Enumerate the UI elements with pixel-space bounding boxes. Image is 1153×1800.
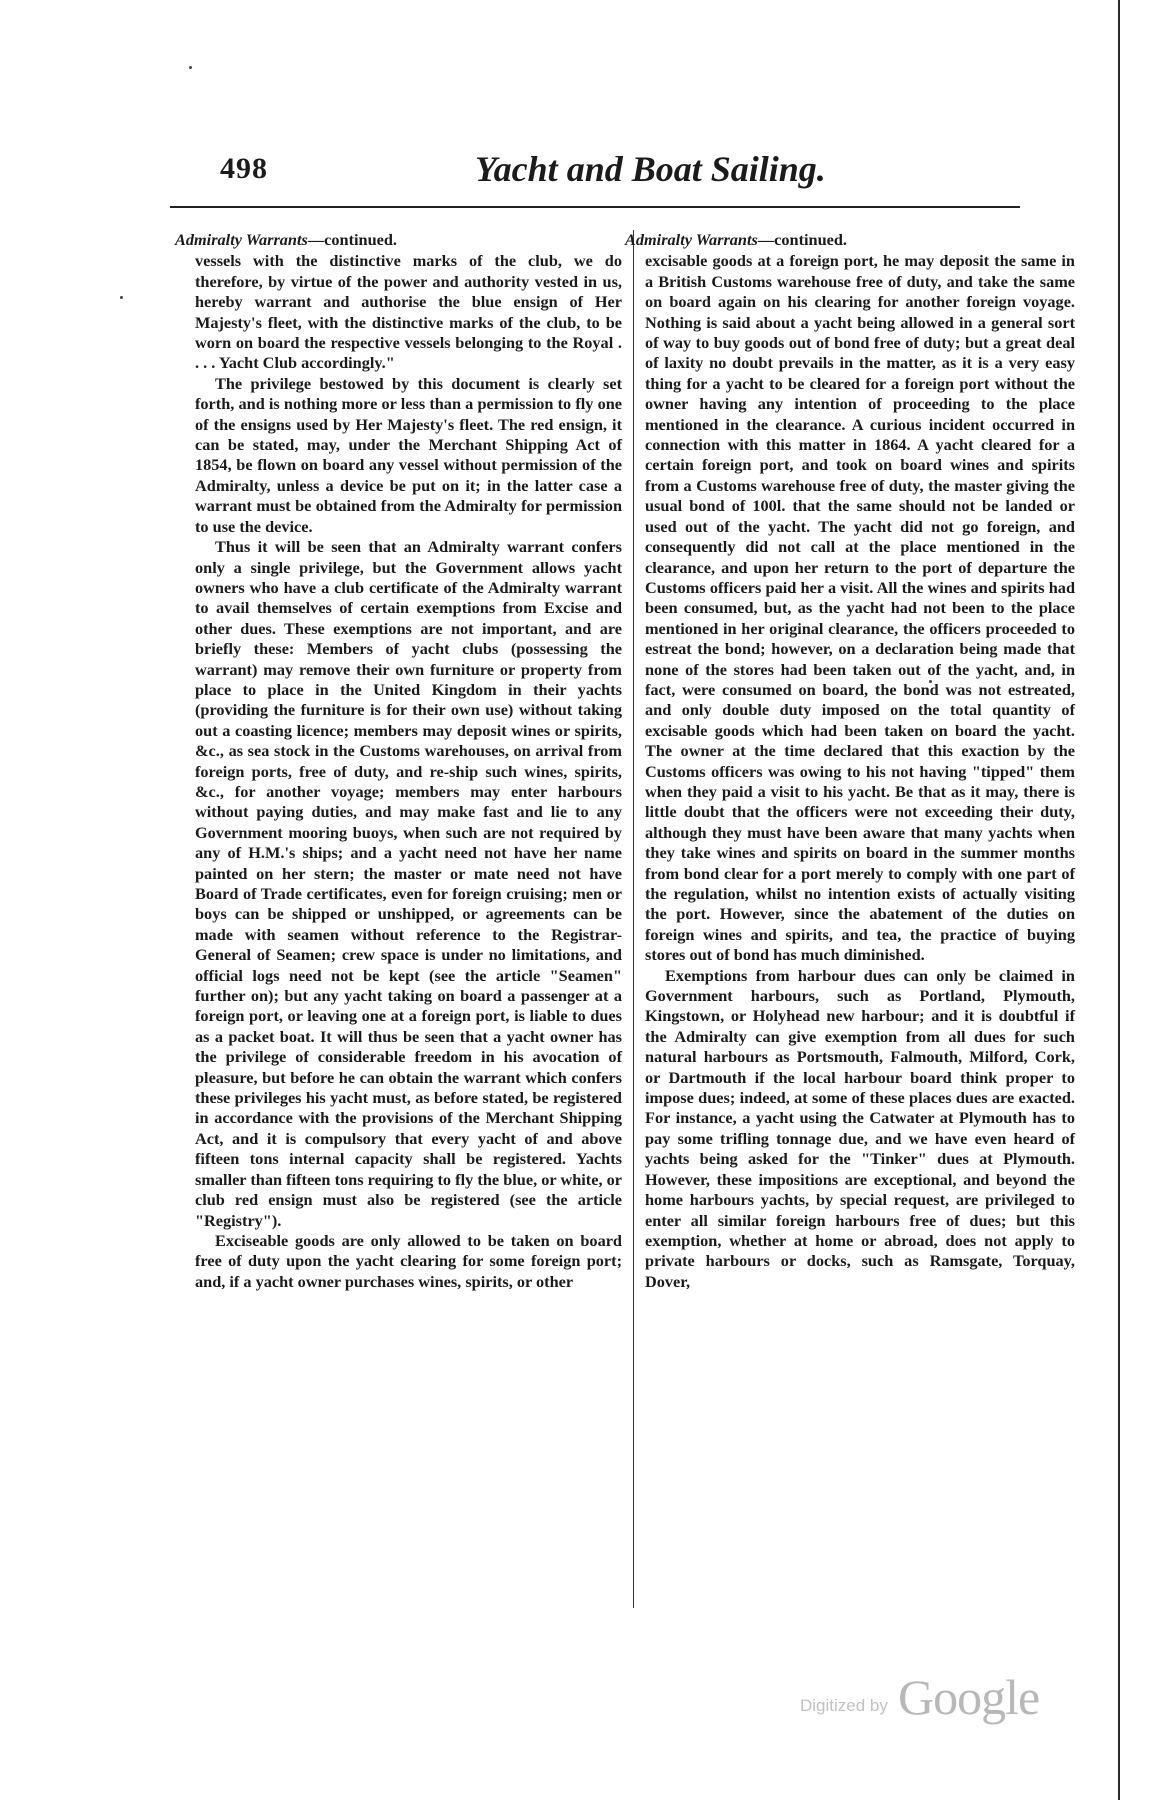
continued-heading-title: Admiralty Warrants — [625, 230, 758, 249]
right-column — [625, 230, 1075, 1292]
page-number: 498 — [220, 152, 268, 185]
header-rule — [170, 206, 1020, 208]
watermark-prefix: Digitized by — [800, 1696, 888, 1715]
page-edge-rule — [1118, 0, 1120, 1800]
continued-heading — [175, 230, 622, 250]
column-rule — [633, 230, 634, 1608]
paragraph: Exciseable goods are only allowed to be taken on board free of duty upon the yacht clearing for some foreign port; and, if a yacht owner purchases wines, spirits, or other — [195, 1230, 622, 1291]
continued-heading-suffix: —continued. — [757, 230, 847, 249]
paragraph: Thus it will be seen that an Admiralty warrant confers only a single privilege, but the Government allows yacht owners who have a club certificate of the Admiralty warrant to avail themselves of certain exemptions from Excise and other dues. These exemptions are not important, and are briefly these: Members of yacht clubs (possessing the warrant) may remove their own furniture or property from place to place in the United Kingdom in their yachts (providing the furniture is for their own use) without taking out a coasting licence; members may deposit wines or spirits, &c., as sea stock in the Customs warehouses, on arrival from foreign ports, free of duty, and re-ship such wines, spirits, &c., for another voyage; members may enter harbours without paying duties, and may make fast and lie to any Government mooring buoys, when such are not required by any of H.M.'s ships; and a yacht need not have her name painted on her stern; the master or mate need not have Board of Trade certificates, even for foreign cruising; men or boys can be shipped or unshipped, or agreements can be made with seamen without reference to the Registrar-General of Seamen; crew space is under no limitations, and official logs need not be kept (see the article "Seamen" further on); but any yacht taking on board a passenger at a foreign port, or leaving one at a foreign port, is liable to dues as a packet boat. It will thus be seen that a yacht owner has the privilege of considerable freedom in his avocation of pleasure, but before he can obtain the warrant which confers these privileges his yacht must, as before stated, be registered in accordance with the provisions of the Merchant Shipping Act, and it is compulsory that every yacht of and above fifteen tons internal capacity shall be registered. Yachts smaller than fifteen tons requiring to fly the blue, or white, or club red ensign must also be registered (see the article "Registry"). — [195, 537, 622, 1230]
continued-heading-title: Admiralty Warrants — [175, 230, 308, 249]
page-header — [220, 149, 1020, 197]
left-column — [175, 230, 622, 1292]
print-speck — [189, 66, 192, 69]
continued-heading — [625, 230, 1075, 250]
paragraph: The privilege bestowed by this document is clearly set forth, and is nothing more or less than a permission to fly one of the ensigns used by Her Majesty's fleet. The red ensign, it can be stated, may, under the Merchant Shipping Act of 1854, be flown on board any vessel without permission of the Admiralty, unless a device be put on it; in the latter case a warrant must be obtained from the Admiralty for permission to use the device. — [195, 373, 622, 536]
google-logo: Google — [898, 1669, 1040, 1725]
digitized-watermark — [800, 1668, 1050, 1728]
continued-heading-suffix: —continued. — [307, 230, 397, 249]
paragraph: Exemptions from harbour dues can only be claimed in Government harbours, such as Portland, Plymouth, Kingstown, or Holyhead new harbour; and it is doubtful if the Admiralty can give exemption from all dues for such natural harbours as Portsmouth, Falmouth, Milford, Cork, or Dartmouth if the local harbour board think proper to impose dues; indeed, at some of these places dues are exacted. For instance, a yacht using the Catwater at Plymouth has to pay some trifling tonnage due, and we have even heard of yachts being asked for the "Tinker" dues at Plymouth. However, these impositions are exceptional, and beyond the home harbours yachts, by special request, are privileged to enter all similar foreign harbours free of dues; but this exemption, whether at home or abroad, does not apply to private harbours or docks, such as Ramsgate, Torquay, Dover, — [645, 965, 1075, 1291]
paragraph: excisable goods at a foreign port, he may deposit the same in a British Customs warehouse free of duty, and take the same on board again on his clearing for another foreign voyage. Nothing is said about a yacht being allowed in a general sort of way to buy goods out of bond free of duty; but a great deal of laxity no doubt prevails in the matter, as it is a very easy thing for a yacht to be cleared for a foreign port without the owner having any intention of proceeding to the place mentioned in the clearance. A curious incident occurred in connection with this matter in 1864. A yacht cleared for a certain foreign port, and took on board wines and spirits from a Customs warehouse free of duty, the master giving the usual bond of 100l. that the same should not be landed or used out of the yacht. The yacht did not go foreign, and consequently did not call at the place mentioned in the clearance, and upon her return to the port of departure the Customs officers paid her a visit. All the wines and spirits had been consumed, but, as the yacht had not been to the place mentioned in her original clearance, the officers proceeded to estreat the bond; however, on a declaration being made that none of the stores had been taken out of the yacht, and, in fact, were consumed on board, the bond was not estreated, and only double duty imposed on the total quantity of excisable goods which had been taken on board the yacht. The owner at the time declared that this exaction by the Customs officers was owing to his not having "tipped" them when they paid a visit to his yacht. Be that as it may, there is little doubt that the officers were not exceeding their duty, although they must have been aware that many yachts when they take wines and spirits on board in the summer months from bond clear for a port merely to comply with one part of the regulation, whilst no intention exists of actually visiting the port. However, since the abatement of the duties on foreign wines and spirits, and tea, the practice of buying stores out of bond has much diminished. — [645, 251, 1075, 965]
paragraph: vessels with the distinctive marks of the club, we do therefore, by virtue of the power and authority vested in us, hereby warrant and authorise the blue ensign of Her Majesty's fleet, with the distinctive marks of the club, to be worn on board the respective vessels belonging to the Royal . . . . Yacht Club accordingly." — [195, 251, 622, 373]
running-title: Yacht and Boat Sailing. — [475, 149, 826, 189]
print-speck — [120, 296, 123, 299]
